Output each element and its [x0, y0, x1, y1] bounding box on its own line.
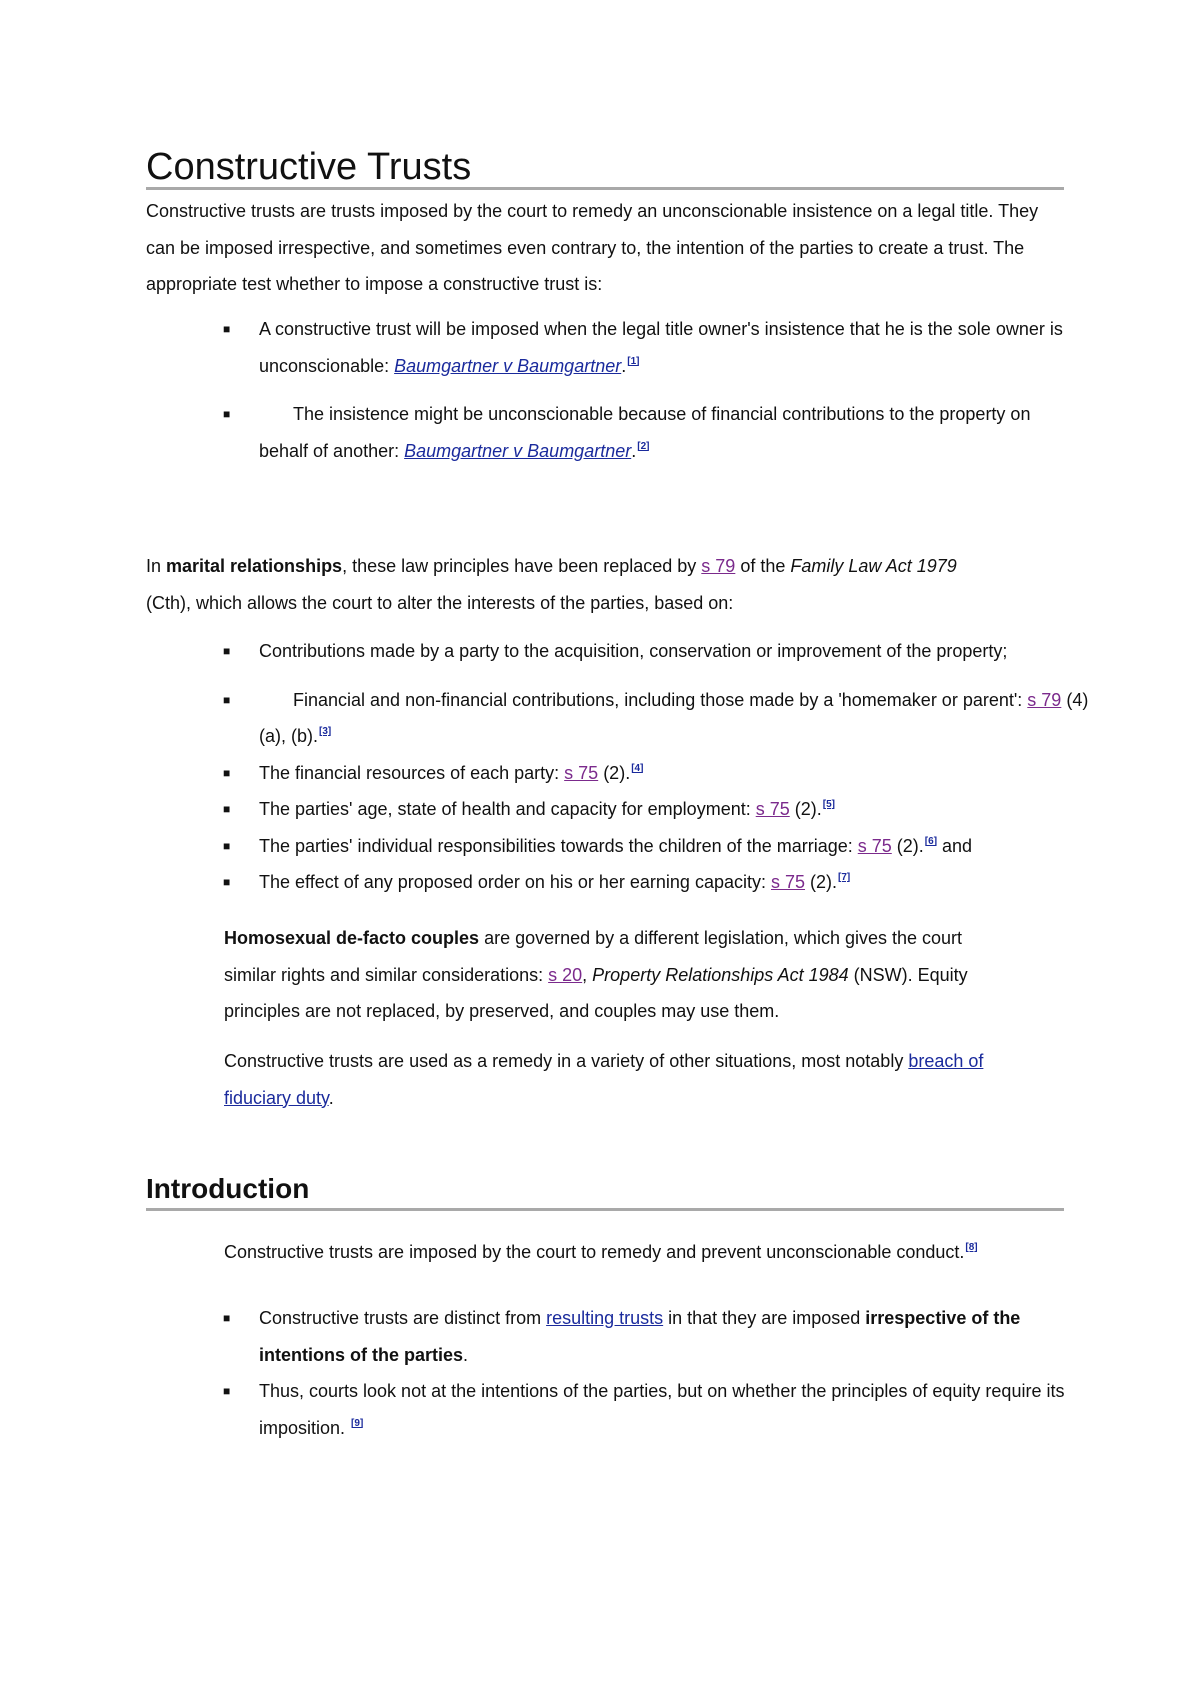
- marital-paragraph: In marital relationships, these law principles have been replaced by s 79 of the Family Law Act 1979 (Cth), which allows the court to alter the interests of the parties, based on:: [146, 556, 957, 613]
- section-heading-introduction: Introduction: [146, 1173, 310, 1204]
- list-item: ■ The insistence might be unconscionable because of financial contributions to the property on behalf of another: Baumgartner v Baumgartner.[2]: [259, 396, 1064, 469]
- bullet-icon: ■: [223, 644, 231, 658]
- bullet-icon: ■: [223, 1311, 231, 1325]
- footnote-link-5[interactable]: [5]: [822, 799, 835, 810]
- marital-list: [223, 633, 1089, 901]
- resulting-trusts-link[interactable]: resulting trusts: [546, 1308, 664, 1328]
- list-item: ■ Contributions made by a party to the acquisition, conservation or improvement of the property;: [259, 633, 1089, 670]
- list-item: ■ The parties' individual responsibilities towards the children of the marriage: s 75 (2).[6] and: [259, 828, 1089, 865]
- list-item: ■ The effect of any proposed order on his or her earning capacity: s 75 (2).[7]: [259, 864, 1089, 901]
- list-item: ■ Financial and non-financial contributions, including those made by a 'homemaker or parent': s 79 (4) (a), (b).[3]: [259, 682, 1089, 755]
- section-link-s75[interactable]: s 75: [770, 872, 806, 892]
- title-rule: [146, 187, 1064, 190]
- list-item: ■ Thus, courts look not at the intentions of the parties, but on whether the principles of equity require its imposition. [9]: [259, 1373, 1069, 1446]
- list-item: ■ The parties' age, state of health and capacity for employment: s 75 (2).[5]: [259, 791, 1089, 828]
- footnote-link-8[interactable]: [8]: [965, 1242, 978, 1253]
- list-item: ■ Constructive trusts are distinct from resulting trusts in that they are imposed irrespective of the intentions of the parties.: [259, 1300, 1069, 1373]
- homosexual-paragraph: Homosexual de-facto couples are governed by a different legislation, which gives the court similar rights and similar considerations: s 20, Property Relationships Act 1984 (NSW). Equity principles are not replaced, by preserved, and couples may use them.: [224, 928, 968, 1021]
- section-link-s79[interactable]: s 79: [1027, 689, 1062, 710]
- intro-paragraph: Constructive trusts are trusts imposed by the court to remedy an unconscionable insistence on a legal title. They can be imposed irrespective, and sometimes even contrary to, the intention of the parties to create a trust. The appropriate test whether to impose a constructive trust is:: [146, 201, 1039, 294]
- footnote-link-9[interactable]: [9]: [351, 1417, 364, 1429]
- introduction-list: [223, 1300, 1069, 1446]
- footnote-link-4[interactable]: [4]: [631, 762, 644, 774]
- footnote-link-6[interactable]: [6]: [924, 835, 938, 847]
- breach-of-fiduciary-duty-link[interactable]: breach of fiduciary duty: [224, 1051, 984, 1108]
- bullet-icon: ■: [223, 802, 231, 816]
- bullet-icon: ■: [223, 838, 231, 853]
- introduction-paragraph: Constructive trusts are imposed by the court to remedy and prevent unconscionable conduct.[8]: [224, 1242, 978, 1262]
- bullet-icon: ■: [223, 692, 231, 707]
- bullet-icon: ■: [223, 765, 231, 780]
- bullet-icon: ■: [223, 1384, 231, 1398]
- list-item: ■ The financial resources of each party: s 75 (2).[4]: [259, 755, 1089, 792]
- list-item: ■ A constructive trust will be imposed when the legal title owner's insistence that he is the sole owner is unconscionable: Baumgartner v Baumgartner.[1]: [259, 311, 1064, 384]
- section-link-s20[interactable]: s 20: [548, 964, 583, 985]
- test-list: [223, 311, 1064, 469]
- section-link-s75[interactable]: s 75: [857, 835, 892, 856]
- footnote-link-7[interactable]: [7]: [838, 872, 851, 883]
- footnote-link-2[interactable]: [2]: [637, 440, 650, 452]
- case-link-baumgartner[interactable]: Baumgartner v Baumgartner: [404, 440, 632, 461]
- section-link-s75[interactable]: s 75: [755, 799, 790, 819]
- section-rule: [146, 1208, 1064, 1211]
- section-link-s75[interactable]: s 75: [564, 762, 599, 783]
- footnote-link-3[interactable]: [3]: [319, 726, 332, 737]
- bullet-icon: ■: [223, 407, 231, 421]
- page-title: Constructive Trusts: [146, 146, 472, 188]
- bullet-icon: ■: [223, 875, 231, 889]
- case-link-baumgartner[interactable]: Baumgartner v Baumgartner: [394, 355, 622, 376]
- other-situations-paragraph: Constructive trusts are used as a remedy in a variety of other situations, most notably breach of fiduciary duty.: [224, 1051, 984, 1108]
- footnote-link-1[interactable]: [1]: [627, 355, 640, 367]
- section-link-s79[interactable]: s 79: [701, 556, 736, 576]
- bullet-icon: ■: [223, 322, 231, 336]
